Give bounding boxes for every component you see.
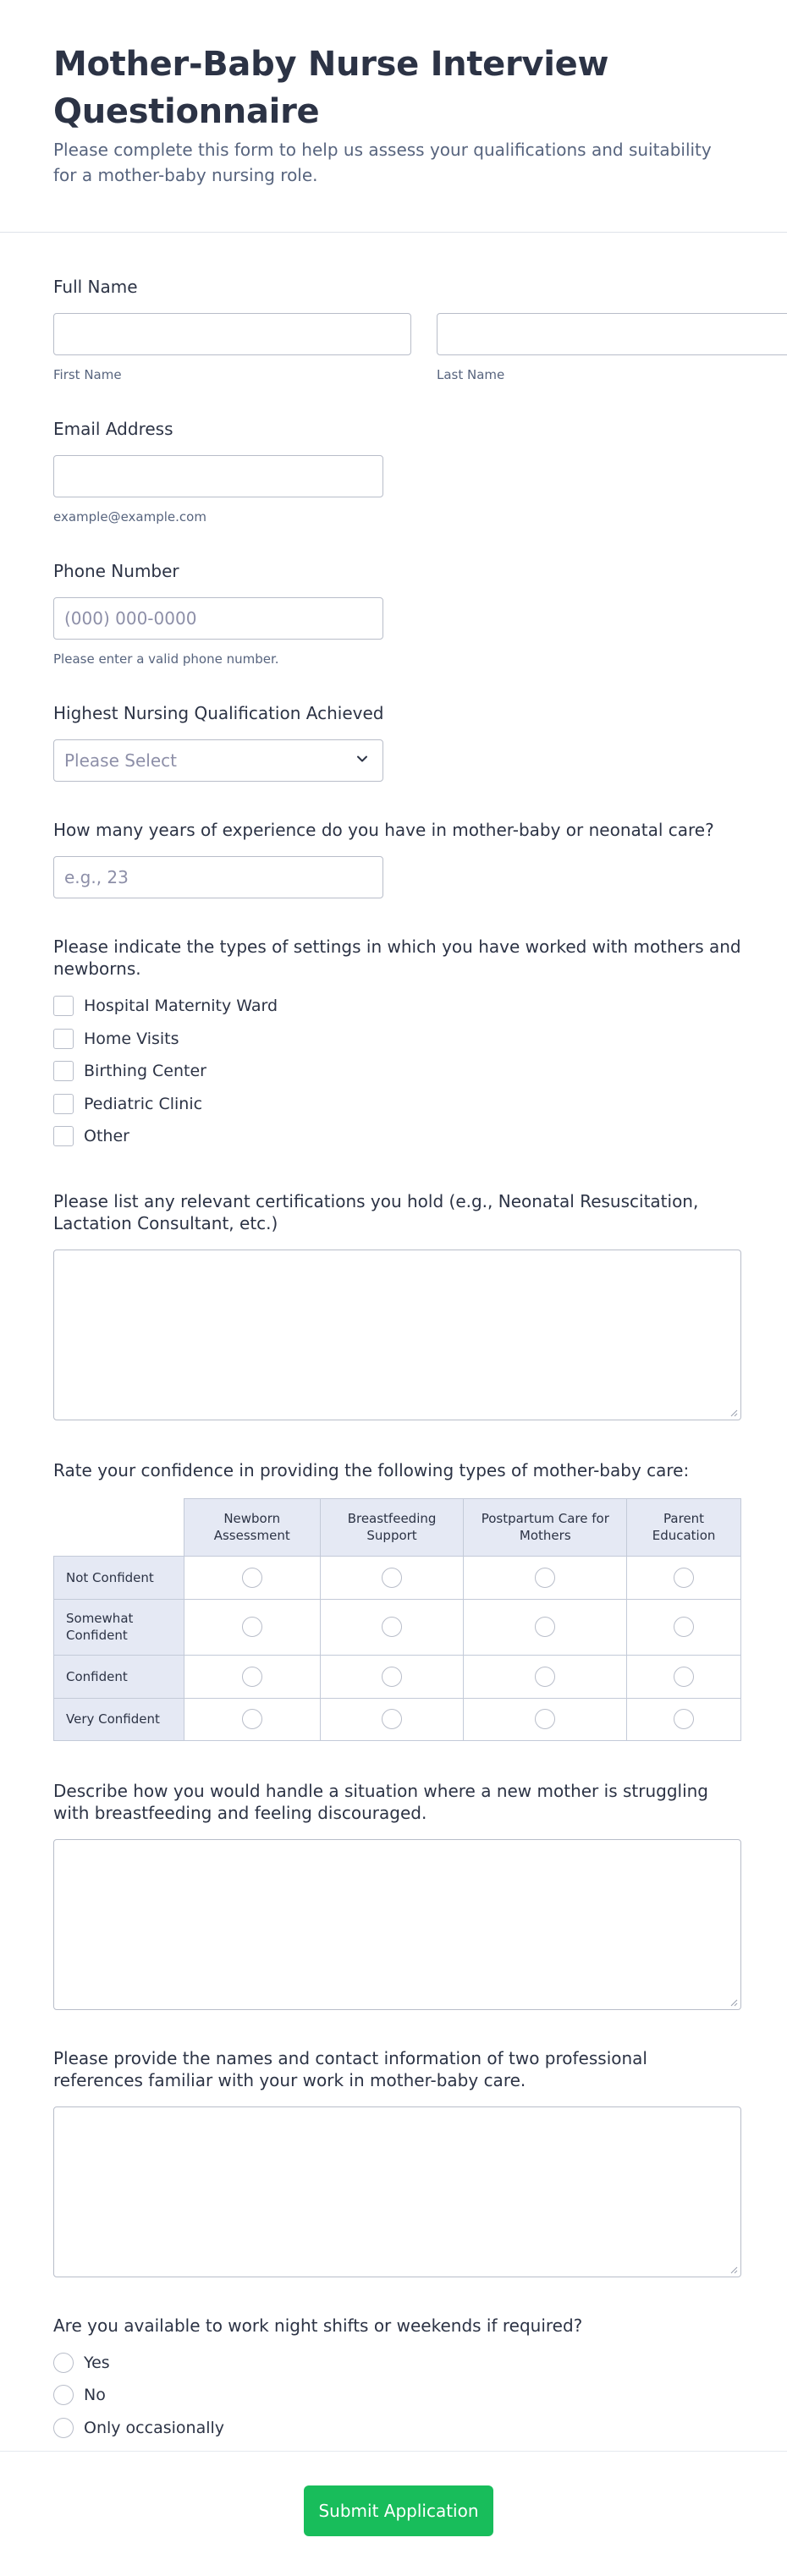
matrix-row-header: Confident bbox=[54, 1655, 184, 1698]
experience-input[interactable] bbox=[53, 856, 383, 898]
option-label: Only occasionally bbox=[84, 2418, 225, 2437]
matrix-column-header: Newborn Assessment bbox=[184, 1498, 320, 1556]
matrix-radio[interactable] bbox=[382, 1709, 402, 1729]
radio-button[interactable] bbox=[53, 2353, 74, 2373]
certifications-textarea[interactable] bbox=[53, 1250, 741, 1420]
phone-field bbox=[53, 560, 741, 667]
availability-option-occasionally[interactable] bbox=[53, 2412, 741, 2445]
qualification-label: Highest Nursing Qualification Achieved bbox=[53, 703, 384, 723]
matrix-row-header: Somewhat Confident bbox=[54, 1599, 184, 1655]
radio-button[interactable] bbox=[53, 2418, 74, 2438]
form-title: Mother-Baby Nurse Interview Questionnaire bbox=[53, 45, 609, 131]
submit-button[interactable]: Submit Application bbox=[304, 2485, 493, 2536]
first-name-sublabel: First Name bbox=[53, 367, 122, 382]
matrix-column-header: Postpartum Care for Mothers bbox=[464, 1498, 627, 1556]
settings-option-other[interactable] bbox=[53, 1120, 741, 1153]
last-name-sublabel: Last Name bbox=[437, 367, 505, 382]
email-field bbox=[53, 418, 741, 525]
qualification-dropdown[interactable] bbox=[53, 739, 383, 782]
phone-sublabel: Please enter a valid phone number. bbox=[53, 651, 279, 667]
availability-field bbox=[53, 2315, 741, 2445]
chevron-down-icon bbox=[354, 750, 371, 767]
matrix-radio[interactable] bbox=[535, 1617, 555, 1637]
phone-label: Phone Number bbox=[53, 561, 179, 581]
confidence-field bbox=[53, 1459, 741, 1741]
settings-option-hospital[interactable] bbox=[53, 990, 741, 1023]
resize-grip-icon[interactable] bbox=[729, 1409, 738, 1417]
option-label: Hospital Maternity Ward bbox=[84, 997, 278, 1016]
matrix-radio[interactable] bbox=[382, 1667, 402, 1687]
settings-field bbox=[53, 936, 741, 1153]
matrix-radio[interactable] bbox=[674, 1667, 694, 1687]
matrix-corner bbox=[54, 1498, 184, 1556]
settings-checkbox-list bbox=[53, 990, 741, 1153]
certifications-field bbox=[53, 1190, 741, 1420]
matrix-radio[interactable] bbox=[382, 1617, 402, 1637]
form-footer bbox=[0, 2451, 787, 2576]
option-label: Yes bbox=[84, 2353, 110, 2372]
option-label: Birthing Center bbox=[84, 1062, 206, 1081]
matrix-radio[interactable] bbox=[535, 1667, 555, 1687]
checkbox[interactable] bbox=[53, 1094, 74, 1114]
availability-option-no[interactable] bbox=[53, 2379, 741, 2412]
confidence-matrix bbox=[53, 1498, 741, 1741]
matrix-row-header: Very Confident bbox=[54, 1698, 184, 1740]
qualification-field bbox=[53, 702, 741, 782]
qualification-selected-value: Please Select bbox=[64, 750, 177, 771]
settings-option-pediatric-clinic[interactable] bbox=[53, 1088, 741, 1121]
checkbox[interactable] bbox=[53, 1029, 74, 1049]
references-field bbox=[53, 2047, 741, 2277]
checkbox[interactable] bbox=[53, 1061, 74, 1081]
checkbox[interactable] bbox=[53, 996, 74, 1016]
scenario-field bbox=[53, 1780, 741, 2010]
matrix-radio[interactable] bbox=[382, 1568, 402, 1588]
option-label: Other bbox=[84, 1127, 129, 1146]
radio-button[interactable] bbox=[53, 2385, 74, 2405]
option-label: Pediatric Clinic bbox=[84, 1094, 203, 1113]
option-label: No bbox=[84, 2386, 106, 2405]
references-label: Please provide the names and contact information of two professional references familiar with your work in mother-baby care. bbox=[53, 2047, 647, 2090]
matrix-radio[interactable] bbox=[535, 1709, 555, 1729]
settings-option-home-visits[interactable] bbox=[53, 1023, 741, 1056]
form-header bbox=[0, 0, 787, 233]
email-input[interactable] bbox=[53, 455, 383, 497]
first-name-input[interactable] bbox=[53, 313, 411, 355]
experience-field bbox=[53, 819, 741, 898]
checkbox[interactable] bbox=[53, 1126, 74, 1146]
matrix-radio[interactable] bbox=[242, 1617, 262, 1637]
references-textarea[interactable] bbox=[53, 2106, 741, 2277]
certifications-label: Please list any relevant certifications you hold (e.g., Neonatal Resuscitation, Lactation Consultant, etc.) bbox=[53, 1190, 699, 1233]
matrix-radio[interactable] bbox=[242, 1709, 262, 1729]
full-name-label: Full Name bbox=[53, 277, 138, 297]
option-label: Home Visits bbox=[84, 1029, 179, 1048]
matrix-radio[interactable] bbox=[674, 1617, 694, 1637]
matrix-radio[interactable] bbox=[242, 1568, 262, 1588]
matrix-column-header: Parent Education bbox=[627, 1498, 741, 1556]
matrix-row-header: Not Confident bbox=[54, 1556, 184, 1599]
matrix-radio[interactable] bbox=[535, 1568, 555, 1588]
matrix-radio[interactable] bbox=[242, 1667, 262, 1687]
full-name-field bbox=[53, 276, 741, 382]
experience-label: How many years of experience do you have in mother-baby or neonatal care? bbox=[53, 820, 714, 840]
form-description: Please complete this form to help us assess your qualifications and suitability for a mother-baby nursing role. bbox=[53, 140, 712, 185]
last-name-input[interactable] bbox=[437, 313, 787, 355]
scenario-label: Describe how you would handle a situation where a new mother is struggling with breastfeeding and feeling discouraged. bbox=[53, 1780, 709, 1823]
settings-option-birthing-center[interactable] bbox=[53, 1055, 741, 1088]
confidence-label: Rate your confidence in providing the following types of mother-baby care: bbox=[53, 1459, 690, 1480]
availability-label: Are you available to work night shifts or weekends if required? bbox=[53, 2315, 583, 2336]
email-label: Email Address bbox=[53, 419, 173, 439]
scenario-textarea[interactable] bbox=[53, 1839, 741, 2010]
availability-radio-list bbox=[53, 2347, 741, 2445]
resize-grip-icon[interactable] bbox=[729, 1998, 738, 2007]
matrix-radio[interactable] bbox=[674, 1709, 694, 1729]
form-body bbox=[0, 276, 787, 2444]
settings-label: Please indicate the types of settings in which you have worked with mothers and newborns. bbox=[53, 936, 741, 979]
email-sublabel: example@example.com bbox=[53, 509, 206, 525]
availability-option-yes[interactable] bbox=[53, 2347, 741, 2380]
matrix-column-header: Breastfeeding Support bbox=[320, 1498, 464, 1556]
phone-input[interactable] bbox=[53, 597, 383, 640]
matrix-radio[interactable] bbox=[674, 1568, 694, 1588]
resize-grip-icon[interactable] bbox=[729, 2266, 738, 2274]
